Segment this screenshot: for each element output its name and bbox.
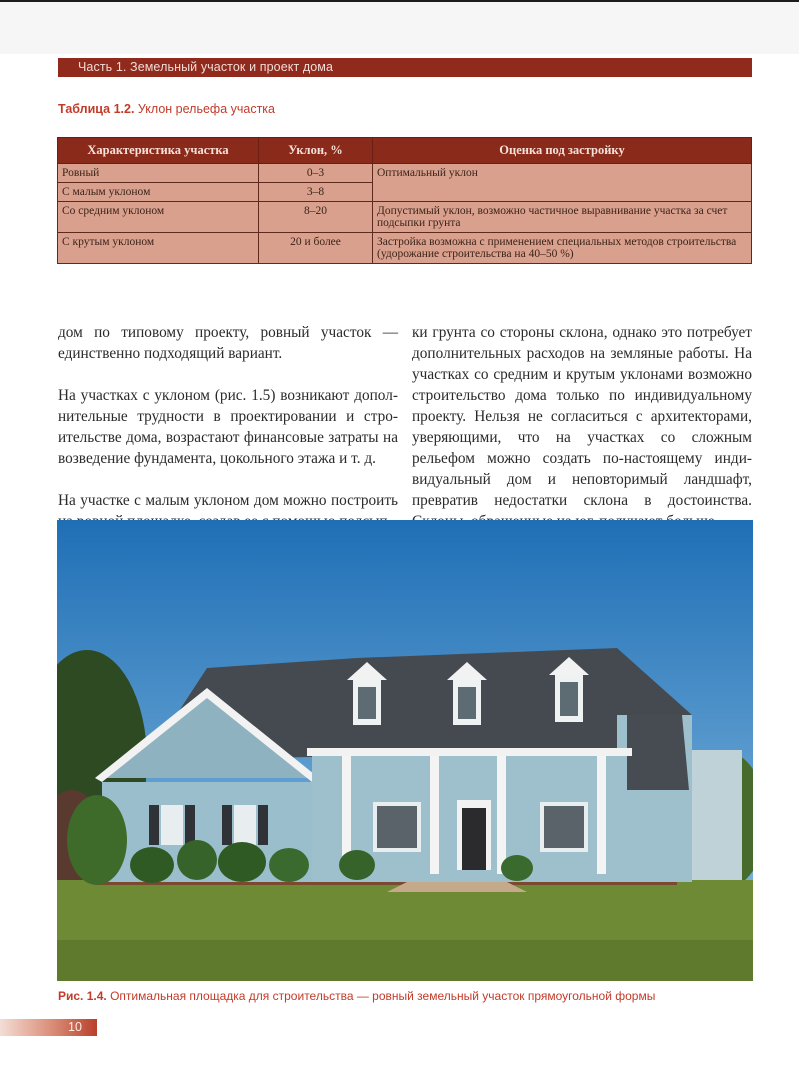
table-row [58,164,752,183]
page-number-bar [0,1019,97,1036]
header-assessment: Оценка под застройку [373,138,752,164]
paragraph: дом по типовому проекту, ровный участок — единственно подходящий вариант. [58,324,398,362]
header-slope: Уклон, % [259,138,373,164]
table-row [58,233,752,264]
table-row [58,202,752,233]
row-characteristic: Ровный [58,164,259,183]
paragraph: На участке с малым уклоном дом можно построить [58,492,398,509]
table-caption-text: Уклон рельефа участка [134,102,276,116]
paragraph: ки грунта со стороны склона, однако это потребует дополнительных расходов на земляные работы. На участках со средним и крутым уклонами возможно строительство дома только по индивидуальному проекту. Нельзя не согласиться с архитекторами, уверяющими, что на участках со сложным рельефом можно создать по-настоящему индивидуальный дом и неповторимый ландшафт, превратив недостатки склона в достоинства. [412,324,752,509]
row-characteristic: Со средним уклоном [58,202,259,233]
row-characteristic: С крутым уклоном [58,233,259,264]
row-characteristic: С малым уклоном [58,183,259,202]
section-title: Часть 1. Земельный участок и проект дома [78,60,334,74]
row-assessment: Допустимый уклон, возможно частичное выравнивание участка за счет подсыпки грунта [373,202,752,233]
table-caption-label: Таблица 1.2. [58,102,135,116]
row-slope: 0–3 [259,164,373,183]
top-margin [0,0,799,54]
header-characteristic: Характеристика участка [58,138,259,164]
table-caption [58,102,275,116]
row-slope: 20 и более [259,233,373,264]
body-column-right [412,322,752,532]
house-photo [57,520,753,981]
table-header-row [58,138,752,164]
figure-caption-label: Рис. 1.4. [58,989,107,1003]
slope-table [57,137,752,264]
row-slope: 8–20 [259,202,373,233]
page-number: 10 [68,1020,82,1034]
row-slope: 3–8 [259,183,373,202]
row-assessment: Застройка возможна с применением специальных методов строительства (удорожание строительства на 40–50 %) [373,233,752,264]
body-column-left [58,322,398,532]
figure-caption-text: Оптимальная площадка для строительства — ровный земельный участок прямоугольной формы [106,989,656,1003]
section-header [58,58,752,77]
row-assessment: Оптимальный уклон [373,164,752,202]
paragraph: На участках с уклоном (рис. 1.5) возникают дополнительные трудности в проектировании и строительстве дома, возрастают финансовые затраты на возведение фундамента, цокольного этажа и т. д. [58,387,398,467]
figure-caption [58,989,655,1003]
